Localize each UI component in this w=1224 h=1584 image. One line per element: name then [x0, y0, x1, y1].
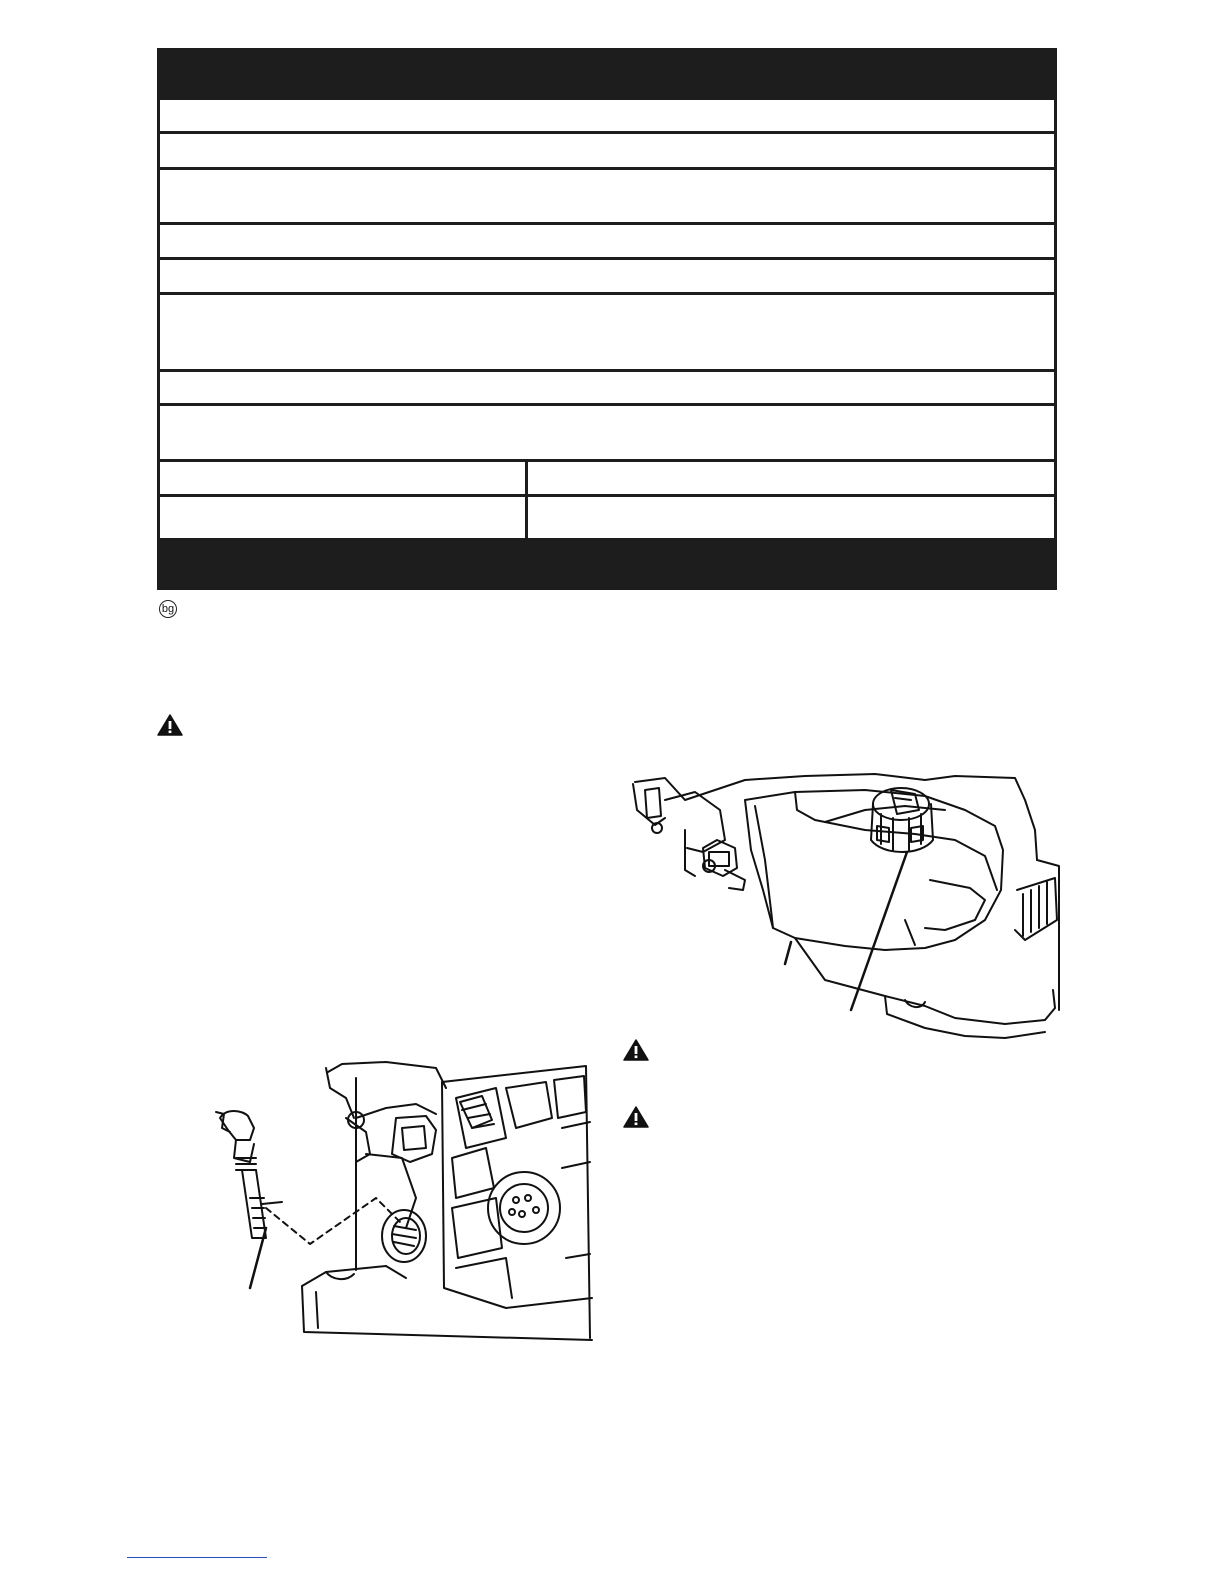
table-row	[160, 372, 1054, 406]
footer-underline-link[interactable]	[127, 1557, 267, 1558]
warning-triangle-icon	[157, 714, 183, 736]
table-cell	[528, 497, 1054, 538]
table-row-split	[160, 497, 1054, 538]
table-row	[160, 134, 1054, 170]
table-row	[160, 295, 1054, 372]
table-row-split	[160, 462, 1054, 497]
table-row	[160, 100, 1054, 134]
table-row	[160, 260, 1054, 295]
table-row	[160, 225, 1054, 260]
dipstick-illustration	[206, 1058, 596, 1344]
language-tag: bg	[159, 600, 177, 618]
table-cell	[160, 497, 528, 538]
table-cell	[160, 462, 528, 494]
fuel-tank-illustration	[625, 770, 1060, 1045]
specification-table	[157, 48, 1057, 590]
warning-triangle-icon	[623, 1106, 649, 1128]
table-footer-band	[160, 538, 1054, 590]
table-cell	[528, 462, 1054, 494]
table-header-band	[160, 48, 1054, 100]
table-row	[160, 170, 1054, 225]
table-row	[160, 406, 1054, 462]
